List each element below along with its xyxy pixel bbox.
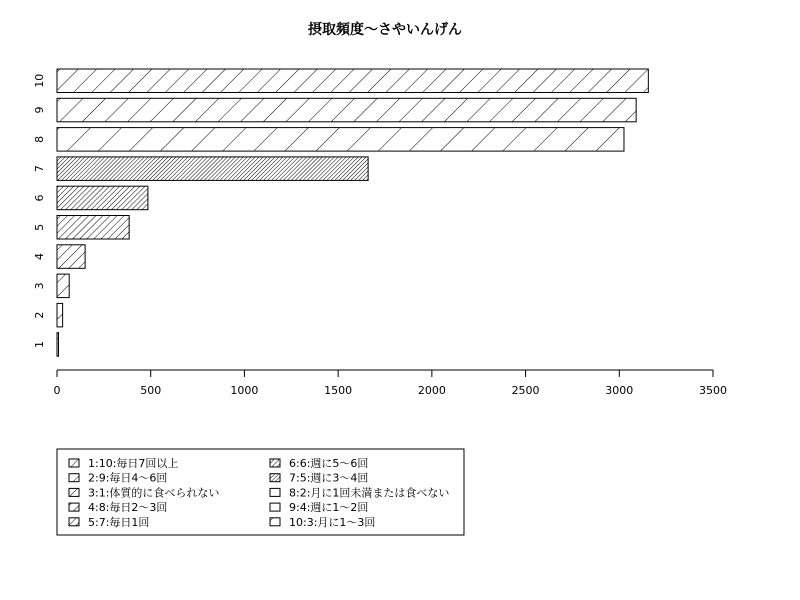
bar-8 bbox=[57, 128, 624, 152]
legend-swatch bbox=[270, 474, 280, 482]
legend-swatch bbox=[270, 503, 280, 511]
bar-6 bbox=[57, 186, 148, 210]
bar-9 bbox=[57, 98, 636, 122]
bar-3 bbox=[57, 274, 69, 298]
legend-label: 1:10:毎日7回以上 bbox=[88, 457, 179, 470]
bar-10 bbox=[57, 69, 648, 93]
legend-label: 8:2:月に1回未満または食べない bbox=[289, 486, 450, 500]
x-tick-label: 0 bbox=[53, 384, 61, 397]
legend-swatch bbox=[69, 488, 79, 496]
x-tick-label: 3000 bbox=[605, 384, 634, 397]
bar-1 bbox=[57, 333, 58, 357]
legend-label: 7:5:週に3〜4回 bbox=[289, 471, 369, 485]
legend-label: 4:8:毎日2〜3回 bbox=[88, 501, 168, 515]
y-tick-label: 1 bbox=[33, 340, 46, 348]
y-tick-label: 3 bbox=[33, 282, 46, 290]
chart-title: 摂取頻度〜さやいんげん bbox=[308, 22, 462, 38]
legend-label: 10:3:月に1〜3回 bbox=[289, 515, 376, 529]
y-tick-label: 4 bbox=[33, 253, 46, 261]
y-tick-label: 2 bbox=[33, 311, 46, 319]
y-tick-label: 9 bbox=[33, 106, 46, 114]
legend-swatch bbox=[69, 474, 79, 482]
y-tick-label: 5 bbox=[33, 223, 46, 231]
bar-2 bbox=[57, 303, 63, 327]
legend-swatch bbox=[270, 459, 280, 467]
legend-label: 6:6:週に5〜6回 bbox=[289, 457, 369, 470]
x-tick-label: 1000 bbox=[230, 384, 259, 397]
y-tick-label: 8 bbox=[33, 135, 46, 143]
x-axis bbox=[54, 370, 728, 397]
y-tick-label: 7 bbox=[33, 165, 46, 173]
legend-label: 2:9:毎日4〜6回 bbox=[88, 471, 168, 485]
y-tick-label: 10 bbox=[33, 73, 46, 88]
legend-swatch bbox=[270, 488, 280, 496]
legend-swatch bbox=[69, 459, 79, 467]
legend-label: 3:1:体質的に食べられない bbox=[88, 486, 220, 500]
y-tick-label: 6 bbox=[33, 194, 46, 202]
x-tick-label: 500 bbox=[140, 384, 162, 397]
bar-5 bbox=[57, 216, 129, 240]
legend-swatch bbox=[270, 518, 280, 526]
legend-label: 9:4:週に1〜2回 bbox=[289, 501, 369, 515]
x-tick-label: 3500 bbox=[699, 384, 727, 397]
x-tick-label: 2500 bbox=[511, 384, 540, 397]
legend-swatch bbox=[69, 518, 79, 526]
bar-4 bbox=[57, 245, 85, 268]
legend-swatch bbox=[69, 503, 79, 511]
bar-7 bbox=[57, 157, 368, 181]
x-tick-label: 2000 bbox=[417, 384, 446, 397]
legend-label: 5:7:毎日1回 bbox=[88, 515, 150, 529]
y-axis bbox=[33, 74, 46, 348]
bars-group bbox=[57, 69, 648, 356]
legend bbox=[57, 449, 464, 535]
x-tick-label: 1500 bbox=[324, 384, 353, 397]
